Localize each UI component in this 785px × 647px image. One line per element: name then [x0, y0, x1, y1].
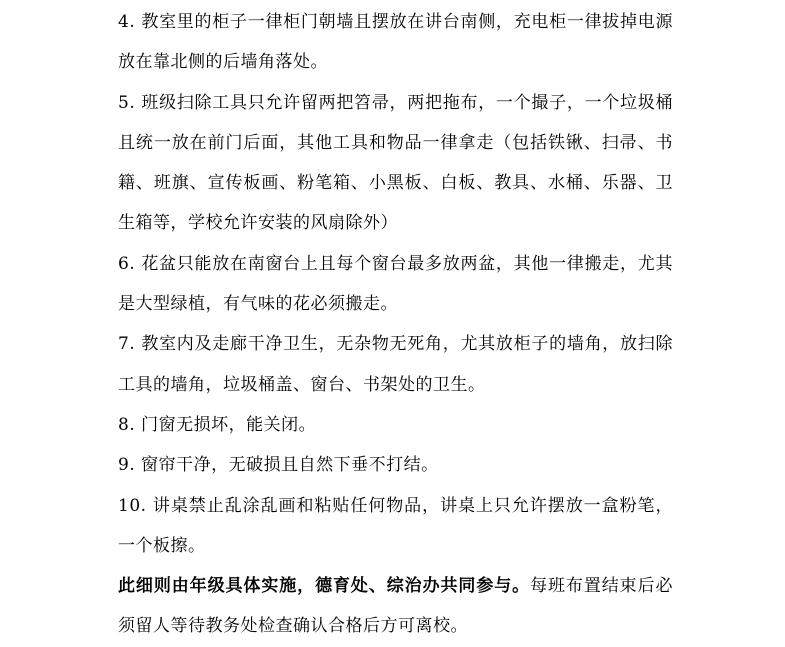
closing-bold-text: 此细则由年级具体实施，德育处、综治办共同参与。 — [118, 576, 531, 597]
closing-normal-text: 每班布置结束后必须留人等待教务处检查确认合格后方可离校。 — [118, 576, 674, 637]
rule-item-5: 5. 班级扫除工具只允许留两把笤帚，两把拖布，一个撮子，一个垃圾桶且统一放在前门后面，其他工具和物品一律拿走（包括铁锹、扫帚、书籍、班旗、宣传板画、粉笔箱、小黑板、白板、教具、水桶、乐器、卫生箱等，学校允许安装的风扇除外） — [118, 92, 673, 234]
closing-paragraph — [118, 566, 673, 647]
rule-item-4: 4. 教室里的柜子一律柜门朝墙且摆放在讲台南侧，充电柜一律拔掉电源放在靠北侧的后墙角落处。 — [118, 12, 673, 73]
rule-item-8: 8. 门窗无损坏，能关闭。 — [118, 414, 317, 435]
rule-item-6: 6. 花盆只能放在南窗台上且每个窗台最多放两盆，其他一律搬走，尤其是大型绿植，有气味的花必须搬走。 — [118, 253, 673, 315]
rule-item-9: 9. 窗帘干净，无破损且自然下垂不打结。 — [118, 455, 439, 476]
rule-item-7: 7. 教室内及走廊干净卫生，无杂物无死角，尤其放柜子的墙角，放扫除工具的墙角，垃圾桶盖、窗台、书架处的卫生。 — [118, 334, 673, 395]
rule-item-10: 10. 讲桌禁止乱涂乱画和粘贴任何物品，讲桌上只允许摆放一盒粉笔，一个板擦。 — [118, 495, 673, 556]
rules-text-block — [118, 2, 673, 647]
